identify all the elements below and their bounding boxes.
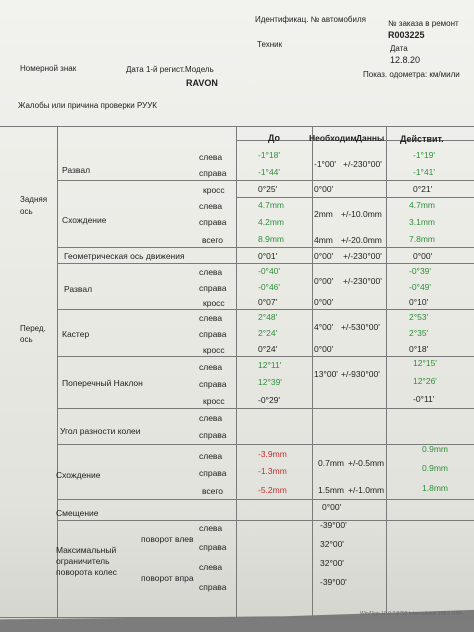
side-left: слева — [199, 562, 223, 572]
rear-camber-left-after: -1°19' — [413, 150, 436, 160]
caster-left-after: 2°53' — [409, 312, 429, 322]
sai-tol: +/-930°00' — [341, 369, 380, 379]
front-camber-cross-req: 0°00' — [314, 297, 334, 307]
front-toe-req: 0.7mm — [318, 458, 344, 468]
rear-camber-tol: +/-230°00' — [343, 159, 382, 169]
side-left: слева — [199, 152, 223, 162]
rear-toe-left-after: 4.7mm — [409, 200, 435, 210]
front-toe-left-before: -3.9mm — [258, 449, 287, 459]
order-number: R003225 — [388, 30, 425, 40]
first-reg-model-label: Дата 1-й регист.Модель — [126, 65, 214, 74]
setback-req: 0°00' — [322, 502, 342, 512]
side-left: слева — [199, 451, 223, 461]
right-turn-label: поворот впра — [141, 573, 194, 583]
rear-camber-label: Развал — [62, 165, 91, 175]
front-camber-cross-after: 0°10' — [409, 297, 429, 307]
side-right: справа — [199, 430, 227, 440]
thrust-after: 0°00' — [413, 251, 433, 261]
side-right: справа — [199, 542, 227, 552]
caster-right-before: 2°24' — [258, 328, 278, 338]
rule — [0, 617, 474, 618]
side-right: справа — [199, 283, 227, 293]
max-steer-rt-right: -39°00' — [320, 577, 347, 587]
front-toe-right-after: 0.9mm — [422, 463, 448, 473]
max-steer-lt-left: -39°00' — [320, 520, 347, 530]
front-camber-right-before: -0°46' — [258, 282, 281, 292]
sai-cross-before: -0°29' — [258, 395, 281, 405]
rear-toe-total-tol: +/-20.0mm — [341, 235, 382, 245]
sai-cross-after: -0°11' — [413, 394, 435, 404]
rear-camber-left-before: -1°18' — [258, 150, 281, 160]
rear-toe-total-after: 7.8mm — [409, 234, 435, 244]
technician-label: Техник — [257, 40, 283, 49]
rear-toe-total-before: 8.9mm — [258, 234, 284, 244]
rule — [57, 180, 474, 181]
left-turn-label: поворот влев — [141, 534, 194, 544]
rule — [236, 197, 474, 198]
side-left: слева — [199, 313, 223, 323]
model-value: RAVON — [186, 78, 218, 88]
included-angle-label: Угол разности колеи — [60, 426, 141, 436]
section-front-axle: Перед. ось — [20, 324, 46, 344]
front-camber-left-before: -0°40' — [258, 266, 281, 276]
side-left: слева — [199, 362, 223, 372]
side-right: справа — [199, 217, 227, 227]
front-camber-left-after: -0°39' — [409, 266, 432, 276]
sai-right-before: 12°39' — [258, 377, 282, 387]
rear-camber-req: -1°00' — [314, 159, 337, 169]
sai-right-after: 12°26' — [413, 376, 437, 386]
rear-toe-req: 2mm — [314, 209, 333, 219]
col-after: Действит. — [400, 134, 444, 144]
side-cross: кросс — [203, 396, 225, 406]
side-right: справа — [199, 582, 227, 592]
front-toe-total-tol: +/-1.0mm — [348, 485, 385, 495]
side-right: справа — [199, 168, 227, 178]
complaints-label: Жалобы или причина проверки РУУК — [18, 101, 157, 110]
rear-camber-cross-before: 0°25' — [258, 184, 278, 194]
side-left: слева — [199, 201, 223, 211]
date-value: 12.8.20 — [390, 55, 421, 65]
front-toe-label: Схождение — [56, 470, 101, 480]
rule — [57, 444, 474, 445]
col-data: Данны — [356, 133, 385, 143]
side-right: справа — [199, 379, 227, 389]
software-footer: WinAlign 10.0.7.8792 International 109.0 DSP... — [360, 611, 466, 617]
column-divider — [312, 126, 313, 617]
rear-toe-right-after: 3.1mm — [409, 217, 435, 227]
rear-toe-left-before: 4.7mm — [258, 200, 284, 210]
column-divider — [236, 126, 237, 617]
thrust-tol: +/-230°00' — [343, 251, 382, 261]
rear-camber-right-before: -1°44' — [258, 167, 281, 177]
front-camber-cross-before: 0°07' — [258, 297, 278, 307]
side-right: справа — [199, 329, 227, 339]
caster-label: Кастер — [62, 329, 90, 339]
front-camber-label: Развал — [64, 284, 93, 294]
col-required: Необходим — [309, 133, 357, 143]
rule — [57, 247, 474, 248]
front-toe-left-after: 0.9mm — [422, 444, 448, 454]
rule — [0, 126, 474, 127]
sai-left-before: 12°11' — [258, 360, 282, 370]
rule — [57, 499, 474, 500]
thrust-req: 0°00' — [314, 251, 334, 261]
front-toe-right-before: -1.3mm — [258, 466, 287, 476]
front-toe-total-req: 1.5mm — [318, 485, 344, 495]
caster-cross-req: 0°00' — [314, 344, 334, 354]
caster-cross-after: 0°18' — [409, 344, 429, 354]
side-cross: кросс — [203, 298, 225, 308]
column-divider — [386, 126, 387, 617]
caster-left-before: 2°48' — [258, 312, 278, 322]
section-rear-axle: Задняя ось — [20, 195, 48, 216]
rear-camber-right-after: -1°41' — [413, 167, 436, 177]
rear-toe-total-req: 4mm — [314, 235, 333, 245]
front-camber-tol: +/-230°00' — [343, 276, 382, 286]
column-divider — [57, 126, 58, 617]
sai-left-after: 12°15' — [413, 358, 437, 368]
order-label: № заказа в ремонт — [388, 19, 459, 28]
front-toe-total-before: -5.2mm — [258, 485, 287, 495]
side-left: слева — [199, 413, 223, 423]
rear-toe-tol: +/-10.0mm — [341, 209, 382, 219]
caster-tol: +/-530°00' — [341, 322, 380, 332]
rule — [57, 263, 474, 264]
side-cross: кросс — [203, 345, 225, 355]
vehicle-id-label: Идентификац. № автомобиля — [255, 15, 366, 24]
max-steer-label: Максимальный ограничитель поворота колес — [56, 545, 117, 577]
front-camber-right-after: -0°49' — [409, 282, 432, 292]
caster-right-after: 2°35' — [409, 328, 429, 338]
max-steer-lt-right: 32°00' — [320, 539, 344, 549]
setback-label: Смещение — [56, 508, 99, 518]
front-camber-req: 0°00' — [314, 276, 334, 286]
odometer-label: Показ. одометра: км/мили — [363, 70, 460, 79]
thrust-before: 0°01' — [258, 251, 278, 261]
rule — [57, 309, 474, 310]
date-label: Дата — [390, 44, 408, 53]
rear-toe-label: Схождение — [62, 215, 107, 225]
rear-camber-cross-after: 0°21' — [413, 184, 433, 194]
side-right: справа — [199, 468, 227, 478]
front-toe-tol: +/-0.5mm — [348, 458, 385, 468]
sai-req: 13°00' — [314, 369, 338, 379]
col-before: До — [268, 133, 281, 143]
caster-req: 4°00' — [314, 322, 334, 332]
rule — [57, 356, 474, 357]
plate-label: Номерной знак — [20, 64, 77, 73]
side-total: всего — [202, 486, 224, 496]
side-cross: кросс — [203, 185, 225, 195]
rule — [57, 520, 474, 521]
max-steer-rt-left: 32°00' — [320, 558, 344, 568]
rear-camber-cross-req: 0°00' — [314, 184, 334, 194]
front-toe-total-after: 1.8mm — [422, 483, 448, 493]
thrust-angle-label: Геометрическая ось движения — [64, 251, 185, 261]
rear-toe-right-before: 4.2mm — [258, 217, 284, 227]
rule — [57, 408, 474, 409]
caster-cross-before: 0°24' — [258, 344, 278, 354]
side-left: слева — [199, 267, 223, 277]
side-total: всего — [202, 235, 224, 245]
side-left: слева — [199, 523, 223, 533]
sai-label: Поперечный Наклон — [62, 378, 143, 388]
